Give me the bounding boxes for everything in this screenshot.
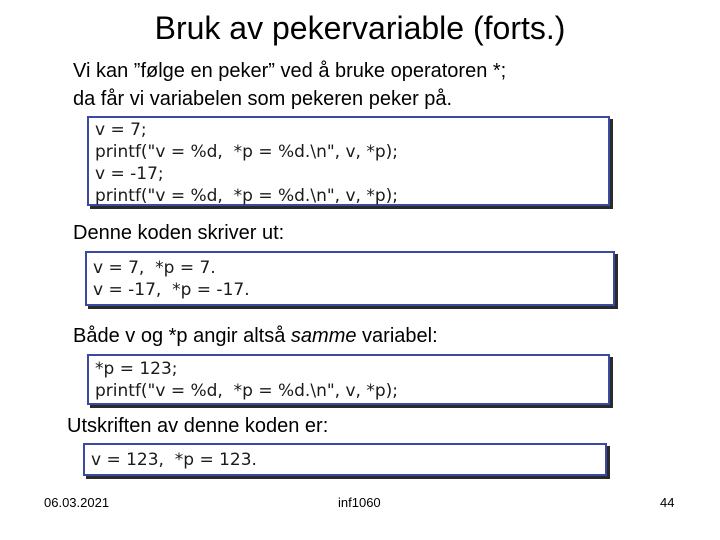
code-line: printf("v = %d, *p = %d.\n", v, *p); — [95, 186, 398, 206]
same-variable-label — [73, 323, 438, 349]
output-line: v = 123, *p = 123. — [91, 450, 257, 470]
code-block-1 — [87, 116, 610, 206]
label-text: variabel: — [356, 325, 438, 347]
footer-page-number: 44 — [660, 495, 675, 510]
code-block-2 — [87, 354, 610, 405]
output-label: Denne koden skriver ut: — [73, 222, 285, 244]
output-line: v = -17, *p = -17. — [93, 280, 250, 300]
code-line: *p = 123; — [95, 359, 178, 379]
code-line: printf("v = %d, *p = %d.\n", v, *p); — [95, 142, 398, 162]
code-line: v = 7; — [95, 120, 147, 140]
code-line: v = -17; — [95, 164, 164, 184]
slide-title: Bruk av pekervariable (forts.) — [154, 10, 566, 46]
intro-line-1: Vi kan ”følge en peker” ved å bruke operatoren *; — [73, 60, 507, 82]
emphasis-text: samme — [290, 325, 357, 347]
label-text: Både v og *p angir altså — [73, 325, 291, 347]
output-block-1 — [85, 251, 615, 306]
intro-text — [73, 57, 673, 113]
output-line: v = 7, *p = 7. — [93, 258, 216, 278]
code-line: printf("v = %d, *p = %d.\n", v, *p); — [95, 381, 398, 401]
footer-course: inf1060 — [338, 495, 381, 510]
output-label-2: Utskriften av denne koden er: — [67, 415, 329, 437]
output-block-2 — [83, 443, 607, 476]
intro-line-2: da får vi variabelen som pekeren peker på. — [73, 88, 453, 110]
footer-date: 06.03.2021 — [44, 495, 110, 510]
